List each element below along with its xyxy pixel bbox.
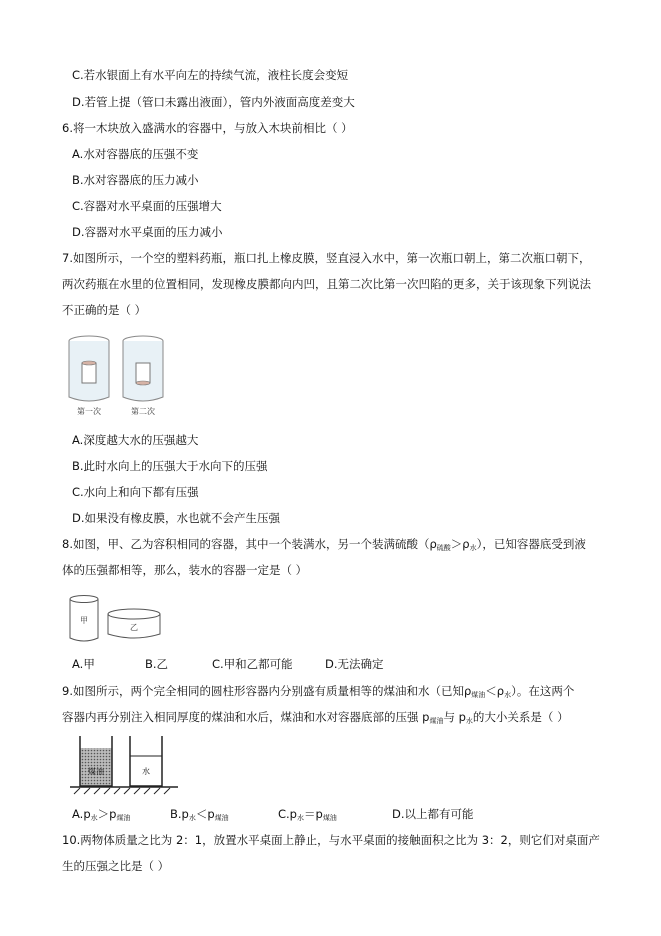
q9-l2-text-b: 与 p xyxy=(443,710,466,724)
q8-stem-line2: 体的压强都相等，那么，装水的容器一定是（ ） xyxy=(62,563,308,577)
q9a-pre: A.p xyxy=(72,807,91,821)
q9c-sub2: 煤油 xyxy=(322,814,337,822)
q6-option-a: A.水对容器底的压强不变 xyxy=(72,147,199,161)
fig8-label-yi: 乙 xyxy=(130,623,138,632)
q6-option-b: B.水对容器底的压力减小 xyxy=(72,173,199,187)
q9-l1-sub-water: 水 xyxy=(504,691,512,699)
q7-figure-bottles xyxy=(64,333,168,417)
q8-text-c: ），已知容器底受到液 xyxy=(476,537,586,551)
q8-sub-water: 水 xyxy=(469,544,477,552)
q9-stem-line1 xyxy=(62,683,574,703)
fig9-label-water: 水 xyxy=(142,767,150,776)
q9-l1-text-a: 9.如图所示，两个完全相同的圆柱形容器内分别盛有质量相等的煤油和水（已知ρ xyxy=(62,684,472,698)
beaker-first xyxy=(69,336,109,401)
q7-option-a: A.深度越大水的压强越大 xyxy=(72,433,199,447)
q8-option-c: C.甲和乙都可能 xyxy=(212,657,293,671)
q6-stem: 6.将一木块放入盛满水的容器中，与放入木块前相比（ ） xyxy=(62,121,353,135)
q9b-mid: ＜p xyxy=(195,807,215,821)
q9-l2-text-c: 的大小关系是（ ） xyxy=(472,710,569,724)
cylinder-kerosene xyxy=(80,736,112,786)
q9b-sub1: 水 xyxy=(188,814,196,822)
beaker-second xyxy=(123,336,163,401)
q10-stem-line2: 生的压强之比是（ ） xyxy=(62,859,170,873)
q9b-sub2: 煤油 xyxy=(214,814,229,822)
q6-option-c: C.容器对水平桌面的压强增大 xyxy=(72,199,222,213)
fig9-label-kerosene: 煤油 xyxy=(88,767,104,776)
q9-option-a xyxy=(72,806,130,826)
q9-option-c xyxy=(278,806,337,826)
q9-l1-text-c: ）。在这两个 xyxy=(511,684,575,698)
q9a-sub2: 煤油 xyxy=(116,814,131,822)
fig7-label-first: 第一次 xyxy=(77,407,101,416)
cylinder-water xyxy=(130,736,162,786)
q7-stem-line3: 不正确的是（ ） xyxy=(62,303,147,317)
q8-sub-sulfuric: 硫酸 xyxy=(436,544,451,552)
q9c-pre: C.p xyxy=(278,807,297,821)
q9b-pre: B.p xyxy=(170,807,189,821)
q10-stem-line1: 10.两物体质量之比为 2：1，放置水平桌面上静止，与水平桌面的接触面积之比为 3：2，则它们对桌面产 xyxy=(62,833,600,847)
q9-option-b xyxy=(170,806,229,826)
q9-option-d: D.以上都有可能 xyxy=(392,807,474,821)
q8-text-b: ＞ρ xyxy=(450,537,470,551)
q8-figure-containers xyxy=(66,594,176,646)
q8-text-a: 8.如图，甲、乙为容积相同的容器，其中一个装满水，另一个装满硫酸（ρ xyxy=(62,537,437,551)
q7-option-b: B.此时水向上的压强大于水向下的压强 xyxy=(72,459,268,473)
q9-l1-text-b: ＜ρ xyxy=(485,684,505,698)
q8-option-a: A.甲 xyxy=(72,657,95,671)
q7-stem-line2: 两次药瓶在水里的位置相同，发现橡皮膜都向内凹，且第二次比第一次凹陷的更多，关于该现象下列说法 xyxy=(62,277,591,291)
q9c-sub1: 水 xyxy=(297,814,304,822)
table-surface xyxy=(70,787,178,794)
q9a-mid: ＞p xyxy=(97,807,117,821)
q8-option-b: B.乙 xyxy=(145,657,169,671)
q6-option-d: D.容器对水平桌面的压力减小 xyxy=(72,225,223,239)
q8-option-d: D.无法确定 xyxy=(325,657,384,671)
q9c-mid: ＝p xyxy=(304,807,323,821)
q9-l2-sub-water: 水 xyxy=(465,717,473,725)
q5-option-c: C.若水银面上有水平向左的持续气流，液柱长度会变短 xyxy=(72,68,349,82)
q5-option-d: D.若管上提（管口未露出液面），管内外液面高度差变大 xyxy=(72,95,355,109)
container-jia xyxy=(70,596,98,642)
q7-stem-line1: 7.如图所示，一个空的塑料药瓶，瓶口扎上橡皮膜，竖直浸入水中，第一次瓶口朝上，第二次瓶口朝下， xyxy=(62,251,591,265)
q9-l2-sub-kerosene: 煤油 xyxy=(429,717,444,725)
fig7-label-second: 第二次 xyxy=(131,407,155,416)
q7-option-c: C.水向上和向下都有压强 xyxy=(72,485,199,499)
q9-l1-sub-kerosene: 煤油 xyxy=(471,691,486,699)
container-yi xyxy=(108,609,160,638)
q9a-sub1: 水 xyxy=(90,814,98,822)
q7-option-d: D.如果没有橡皮膜，水也就不会产生压强 xyxy=(72,511,281,525)
q8-stem-line1 xyxy=(62,536,586,556)
q9-stem-line2 xyxy=(62,709,569,729)
q9-l2-text-a: 容器内再分别注入相同厚度的煤油和水后，煤油和水对容器底部的压强 p xyxy=(62,710,430,724)
fig8-label-jia: 甲 xyxy=(80,616,88,625)
q9-figure-cylinders xyxy=(66,734,186,796)
